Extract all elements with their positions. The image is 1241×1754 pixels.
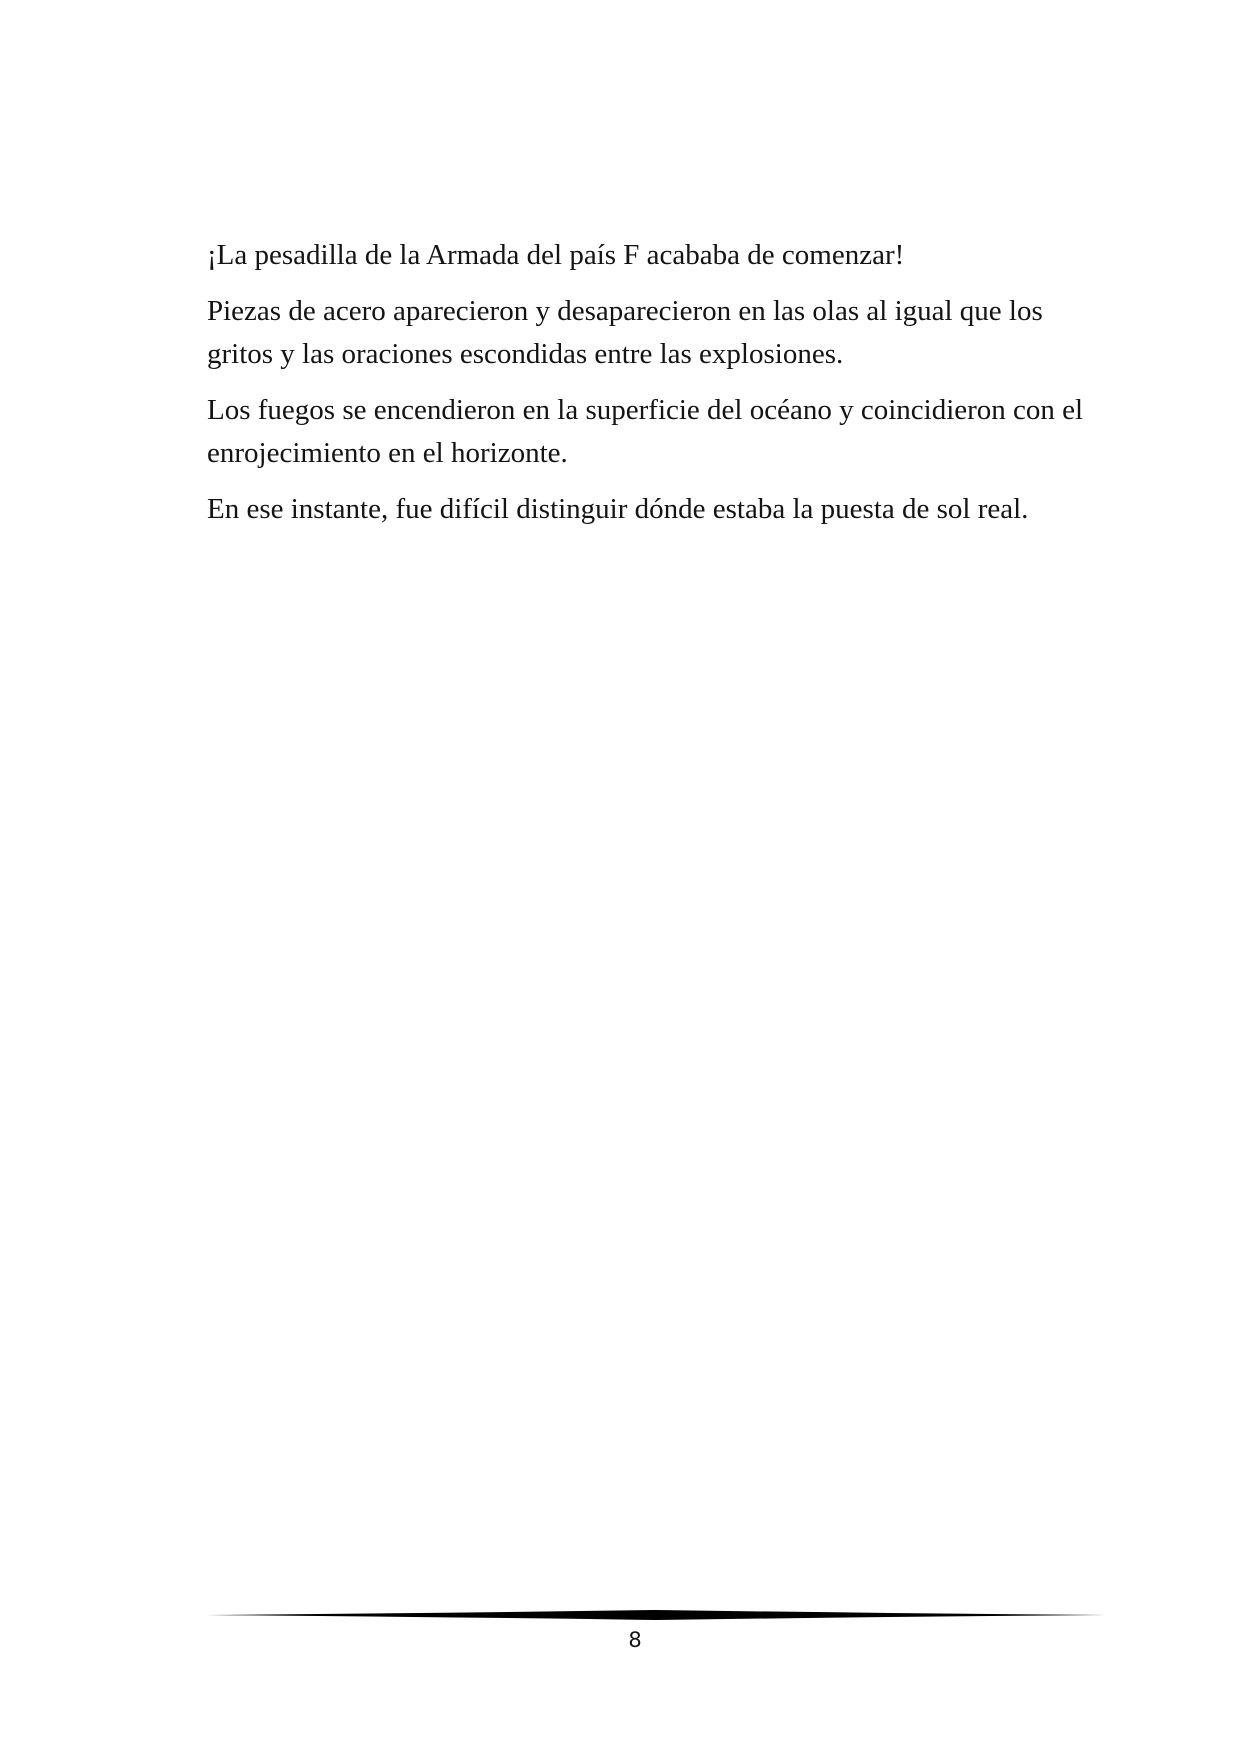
paragraph: En ese instante, fue difícil distinguir dónde estaba la puesta de sol real. (207, 493, 1029, 525)
page-number: 8 (628, 1628, 642, 1652)
footer-divider (206, 1608, 1106, 1622)
paragraph: Piezas de acero aparecieron y desaparecieron en las olas al igual que los gritos y las oraciones escondidas entre las explosiones. (207, 295, 1043, 370)
body-text (207, 234, 1087, 544)
paragraph: ¡La pesadilla de la Armada del país F acababa de comenzar! (207, 239, 905, 271)
paragraph: Los fuegos se encendieron en la superficie del océano y coincidieron con el enrojecimiento en el horizonte. (207, 394, 1084, 469)
footer-divider-shape (206, 1610, 1106, 1620)
